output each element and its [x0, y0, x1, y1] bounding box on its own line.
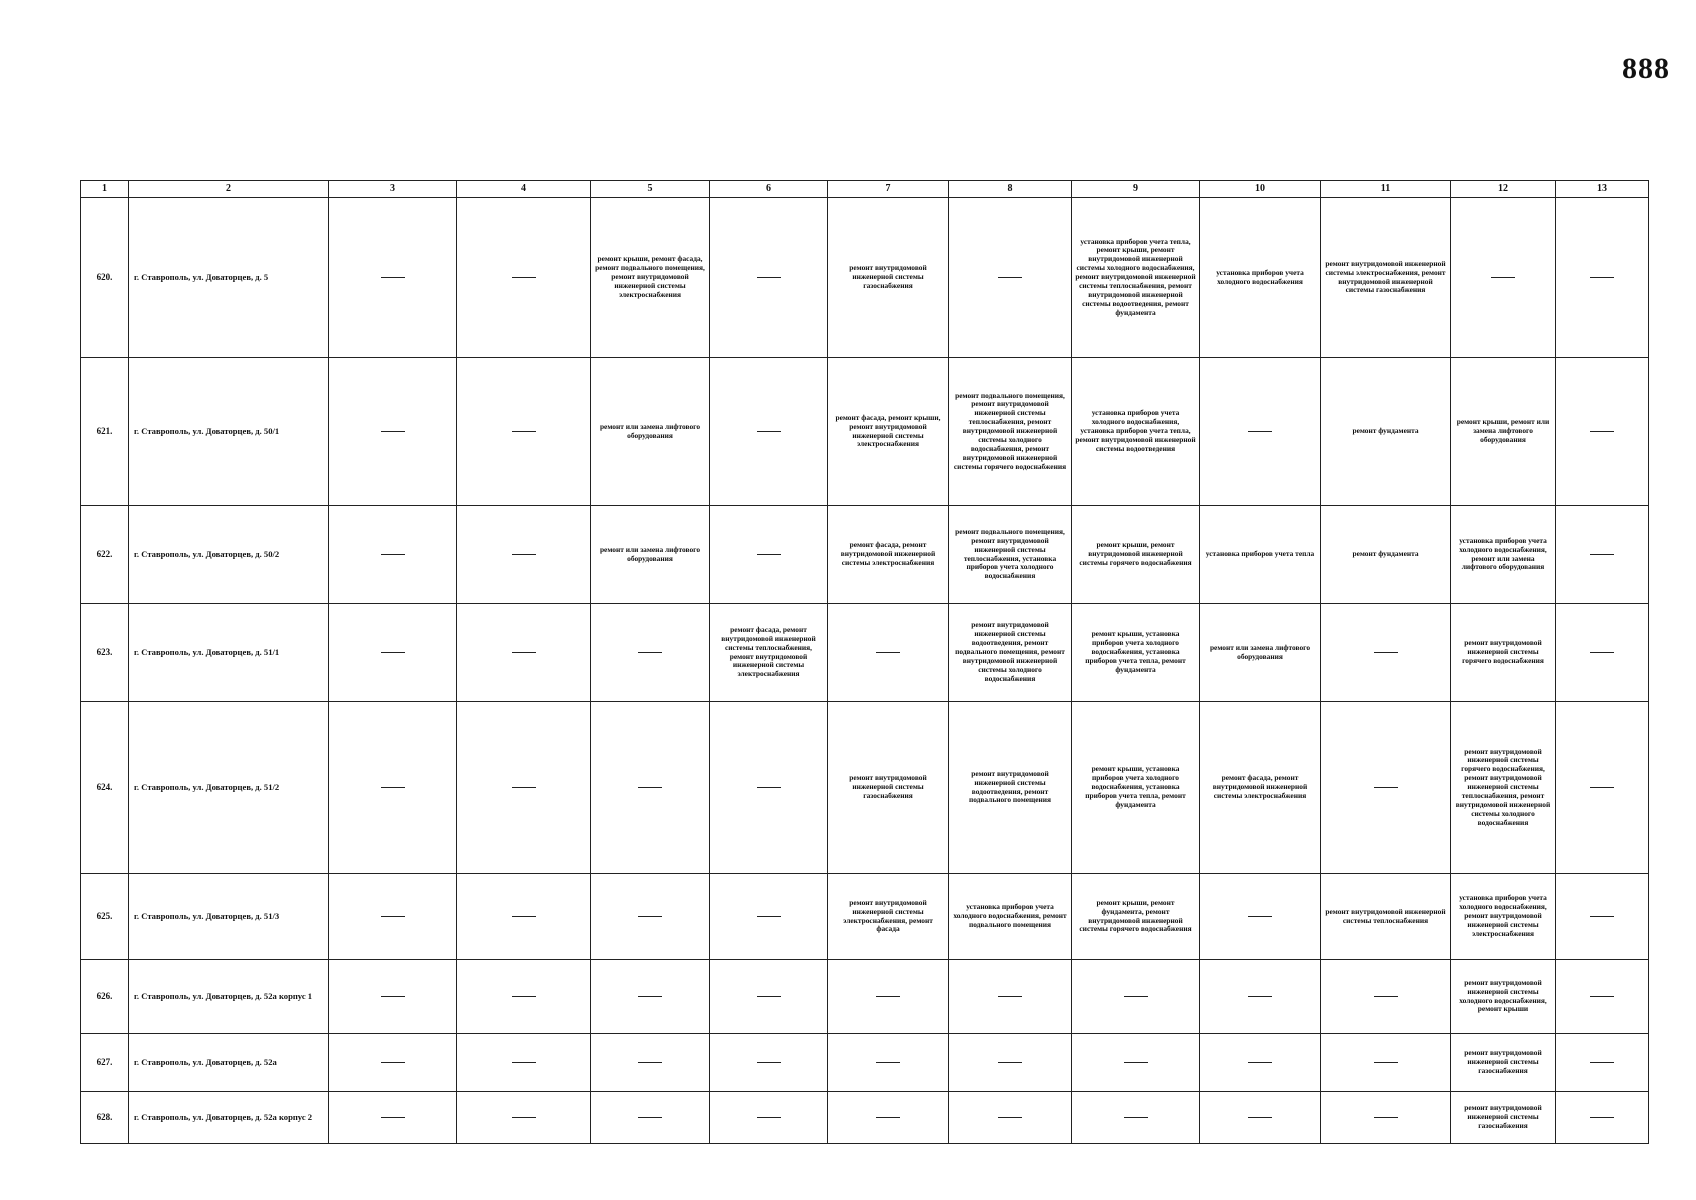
dash-mark: [512, 916, 536, 917]
dash-mark: [1248, 1117, 1272, 1118]
work-cell: ремонт фасада, ремонт внутридомовой инженерной системы теплоснабжения, ремонт внутридомовой инженерной системы электроснабжения: [710, 604, 828, 702]
empty-cell: [457, 874, 591, 960]
address-cell: г. Ставрополь, ул. Доваторцев, д. 51/1: [129, 604, 329, 702]
dash-mark: [1590, 1062, 1614, 1063]
dash-mark: [512, 554, 536, 555]
dash-mark: [876, 1062, 900, 1063]
column-number: 11: [1321, 181, 1451, 198]
empty-cell: [1451, 198, 1556, 358]
dash-mark: [1590, 787, 1614, 788]
empty-cell: [329, 960, 457, 1034]
work-cell: ремонт крыши, ремонт или замена лифтового оборудования: [1451, 358, 1556, 506]
empty-cell: [329, 1034, 457, 1092]
empty-cell: [710, 702, 828, 874]
empty-cell: [1200, 874, 1321, 960]
work-cell: ремонт внутридомовой инженерной системы газоснабжения: [828, 198, 949, 358]
work-cell: ремонт внутридомовой инженерной системы электроснабжения, ремонт фасада: [828, 874, 949, 960]
dash-mark: [1124, 1062, 1148, 1063]
row-number: 624.: [81, 702, 129, 874]
empty-cell: [591, 1034, 710, 1092]
work-cell: ремонт подвального помещения, ремонт внутридомовой инженерной системы теплоснабжения, установка приборов учета холодного водоснабжения: [949, 506, 1072, 604]
dash-mark: [512, 1062, 536, 1063]
address-cell: г. Ставрополь, ул. Доваторцев, д. 52а корпус 2: [129, 1092, 329, 1144]
empty-cell: [828, 1092, 949, 1144]
row-number: 620.: [81, 198, 129, 358]
empty-cell: [1556, 506, 1649, 604]
empty-cell: [1072, 1092, 1200, 1144]
dash-mark: [512, 996, 536, 997]
work-cell: ремонт внутридомовой инженерной системы водоотведения, ремонт подвального помещения: [949, 702, 1072, 874]
dash-mark: [998, 277, 1022, 278]
address-cell: г. Ставрополь, ул. Доваторцев, д. 51/2: [129, 702, 329, 874]
dash-mark: [381, 916, 405, 917]
empty-cell: [1200, 1092, 1321, 1144]
row-number: 625.: [81, 874, 129, 960]
dash-mark: [757, 277, 781, 278]
empty-cell: [1321, 1092, 1451, 1144]
work-cell: ремонт крыши, установка приборов учета холодного водоснабжения, установка приборов учета тепла, ремонт фундамента: [1072, 702, 1200, 874]
table-row: [81, 1092, 1649, 1144]
row-number: 628.: [81, 1092, 129, 1144]
dash-mark: [1248, 1062, 1272, 1063]
empty-cell: [710, 1034, 828, 1092]
row-number: 627.: [81, 1034, 129, 1092]
work-cell: установка приборов учета холодного водоснабжения, ремонт внутридомовой инженерной системы электроснабжения: [1451, 874, 1556, 960]
dash-mark: [757, 431, 781, 432]
empty-cell: [591, 960, 710, 1034]
empty-cell: [457, 960, 591, 1034]
dash-mark: [512, 787, 536, 788]
empty-cell: [1556, 604, 1649, 702]
dash-mark: [757, 996, 781, 997]
row-number: 621.: [81, 358, 129, 506]
work-cell: ремонт фасада, ремонт крыши, ремонт внутридомовой инженерной системы электроснабжения: [828, 358, 949, 506]
work-cell: ремонт крыши, установка приборов учета холодного водоснабжения, установка приборов учета тепла, ремонт фундамента: [1072, 604, 1200, 702]
dash-mark: [1124, 1117, 1148, 1118]
dash-mark: [512, 1117, 536, 1118]
work-cell: ремонт крыши, ремонт внутридомовой инженерной системы горячего водоснабжения: [1072, 506, 1200, 604]
address-cell: г. Ставрополь, ул. Доваторцев, д. 52а: [129, 1034, 329, 1092]
table-row: [81, 358, 1649, 506]
table-row: [81, 702, 1649, 874]
dash-mark: [638, 787, 662, 788]
dash-mark: [638, 652, 662, 653]
empty-cell: [591, 604, 710, 702]
empty-cell: [457, 358, 591, 506]
work-cell: ремонт внутридомовой инженерной системы электроснабжения, ремонт внутридомовой инженерной системы газоснабжения: [1321, 198, 1451, 358]
dash-mark: [757, 554, 781, 555]
work-cell: ремонт крыши, ремонт фасада, ремонт подвального помещения, ремонт внутридомовой инженерной системы электроснабжения: [591, 198, 710, 358]
work-cell: ремонт внутридомовой инженерной системы холодного водоснабжения, ремонт крыши: [1451, 960, 1556, 1034]
empty-cell: [1321, 604, 1451, 702]
dash-mark: [1248, 916, 1272, 917]
empty-cell: [1200, 960, 1321, 1034]
work-cell: ремонт или замена лифтового оборудования: [591, 506, 710, 604]
empty-cell: [591, 702, 710, 874]
dash-mark: [381, 1062, 405, 1063]
empty-cell: [1200, 1034, 1321, 1092]
empty-cell: [949, 1034, 1072, 1092]
work-cell: ремонт внутридомовой инженерной системы газоснабжения: [828, 702, 949, 874]
dash-mark: [998, 1117, 1022, 1118]
empty-cell: [1556, 1092, 1649, 1144]
work-cell: установка приборов учета холодного водоснабжения, установка приборов учета тепла, ремонт внутридомовой инженерной системы водоотведения: [1072, 358, 1200, 506]
work-cell: установка приборов учета тепла: [1200, 506, 1321, 604]
work-cell: ремонт фасада, ремонт внутридомовой инженерной системы электроснабжения: [828, 506, 949, 604]
empty-cell: [329, 506, 457, 604]
empty-cell: [710, 358, 828, 506]
dash-mark: [757, 1117, 781, 1118]
empty-cell: [329, 604, 457, 702]
dash-mark: [1374, 1062, 1398, 1063]
work-cell: ремонт внутридомовой инженерной системы газоснабжения: [1451, 1092, 1556, 1144]
dash-mark: [757, 1062, 781, 1063]
empty-cell: [1321, 702, 1451, 874]
column-number: 10: [1200, 181, 1321, 198]
work-cell: ремонт внутридомовой инженерной системы газоснабжения: [1451, 1034, 1556, 1092]
dash-mark: [381, 277, 405, 278]
work-cell: ремонт внутридомовой инженерной системы теплоснабжения: [1321, 874, 1451, 960]
table-row: [81, 874, 1649, 960]
dash-mark: [876, 1117, 900, 1118]
address-cell: г. Ставрополь, ул. Доваторцев, д. 51/3: [129, 874, 329, 960]
dash-mark: [381, 787, 405, 788]
empty-cell: [949, 1092, 1072, 1144]
column-number: 7: [828, 181, 949, 198]
dash-mark: [757, 916, 781, 917]
dash-mark: [1248, 431, 1272, 432]
dash-mark: [757, 787, 781, 788]
dash-mark: [1590, 431, 1614, 432]
work-cell: установка приборов учета холодного водоснабжения, ремонт подвального помещения: [949, 874, 1072, 960]
table-row: [81, 198, 1649, 358]
empty-cell: [828, 1034, 949, 1092]
work-cell: ремонт фасада, ремонт внутридомовой инженерной системы электроснабжения: [1200, 702, 1321, 874]
dash-mark: [1124, 996, 1148, 997]
empty-cell: [1556, 702, 1649, 874]
dash-mark: [638, 996, 662, 997]
empty-cell: [329, 198, 457, 358]
dash-mark: [1374, 787, 1398, 788]
work-cell: установка приборов учета холодного водоснабжения: [1200, 198, 1321, 358]
empty-cell: [1321, 960, 1451, 1034]
row-number: 622.: [81, 506, 129, 604]
empty-cell: [1556, 960, 1649, 1034]
empty-cell: [1200, 358, 1321, 506]
dash-mark: [512, 277, 536, 278]
empty-cell: [949, 198, 1072, 358]
dash-mark: [1590, 277, 1614, 278]
column-number: 5: [591, 181, 710, 198]
dash-mark: [512, 652, 536, 653]
dash-mark: [381, 652, 405, 653]
empty-cell: [1072, 960, 1200, 1034]
column-number: 8: [949, 181, 1072, 198]
empty-cell: [457, 506, 591, 604]
dash-mark: [638, 916, 662, 917]
empty-cell: [1556, 1034, 1649, 1092]
table-row: [81, 1034, 1649, 1092]
address-cell: г. Ставрополь, ул. Доваторцев, д. 52а корпус 1: [129, 960, 329, 1034]
table-row: [81, 506, 1649, 604]
empty-cell: [710, 874, 828, 960]
work-cell: ремонт фундамента: [1321, 506, 1451, 604]
dash-mark: [998, 1062, 1022, 1063]
column-number: 12: [1451, 181, 1556, 198]
empty-cell: [828, 960, 949, 1034]
empty-cell: [329, 702, 457, 874]
page-number: 888: [1622, 52, 1670, 85]
empty-cell: [1556, 358, 1649, 506]
row-number: 626.: [81, 960, 129, 1034]
table-body: [81, 198, 1649, 1144]
empty-cell: [1556, 198, 1649, 358]
dash-mark: [876, 652, 900, 653]
dash-mark: [381, 996, 405, 997]
dash-mark: [638, 1062, 662, 1063]
dash-mark: [638, 1117, 662, 1118]
empty-cell: [710, 960, 828, 1034]
work-cell: установка приборов учета холодного водоснабжения, ремонт или замена лифтового оборудования: [1451, 506, 1556, 604]
work-cell: ремонт фундамента: [1321, 358, 1451, 506]
dash-mark: [1374, 1117, 1398, 1118]
dash-mark: [1374, 996, 1398, 997]
dash-mark: [1590, 1117, 1614, 1118]
dash-mark: [1590, 652, 1614, 653]
empty-cell: [457, 198, 591, 358]
empty-cell: [828, 604, 949, 702]
address-cell: г. Ставрополь, ул. Доваторцев, д. 50/2: [129, 506, 329, 604]
dash-mark: [1491, 277, 1515, 278]
work-cell: ремонт подвального помещения, ремонт внутридомовой инженерной системы теплоснабжения, ремонт внутридомовой инженерной системы холодного водоснабжения, ремонт внутридомовой инженерной системы горячего водоснабжения: [949, 358, 1072, 506]
empty-cell: [329, 1092, 457, 1144]
empty-cell: [591, 874, 710, 960]
column-number: 2: [129, 181, 329, 198]
column-number-row: [81, 181, 1649, 198]
empty-cell: [949, 960, 1072, 1034]
empty-cell: [457, 604, 591, 702]
work-cell: ремонт внутридомовой инженерной системы горячего водоснабжения, ремонт внутридомовой инженерной системы теплоснабжения, ремонт внутридомовой инженерной системы холодного водоснабжения: [1451, 702, 1556, 874]
column-number: 6: [710, 181, 828, 198]
empty-cell: [1072, 1034, 1200, 1092]
repair-schedule-table: [80, 180, 1649, 1144]
column-number: 13: [1556, 181, 1649, 198]
table-row: [81, 960, 1649, 1034]
dash-mark: [381, 431, 405, 432]
column-number: 1: [81, 181, 129, 198]
work-cell: установка приборов учета тепла, ремонт крыши, ремонт внутридомовой инженерной системы холодного водоснабжения, ремонт внутридомовой инженерной системы теплоснабжения, ремонт внутридомовой инженерной системы водоотведения, ремонт фундамента: [1072, 198, 1200, 358]
work-cell: ремонт или замена лифтового оборудования: [591, 358, 710, 506]
work-cell: ремонт внутридомовой инженерной системы водоотведения, ремонт подвального помещения, ремонт внутридомовой инженерной системы холодного водоснабжения: [949, 604, 1072, 702]
dash-mark: [381, 554, 405, 555]
empty-cell: [1556, 874, 1649, 960]
dash-mark: [512, 431, 536, 432]
dash-mark: [1590, 916, 1614, 917]
row-number: 623.: [81, 604, 129, 702]
dash-mark: [876, 996, 900, 997]
empty-cell: [710, 506, 828, 604]
column-number: 4: [457, 181, 591, 198]
empty-cell: [1321, 1034, 1451, 1092]
work-cell: ремонт внутридомовой инженерной системы горячего водоснабжения: [1451, 604, 1556, 702]
dash-mark: [1248, 996, 1272, 997]
dash-mark: [381, 1117, 405, 1118]
dash-mark: [1590, 554, 1614, 555]
column-number: 9: [1072, 181, 1200, 198]
empty-cell: [457, 702, 591, 874]
empty-cell: [710, 1092, 828, 1144]
empty-cell: [457, 1034, 591, 1092]
dash-mark: [1374, 652, 1398, 653]
empty-cell: [710, 198, 828, 358]
dash-mark: [998, 996, 1022, 997]
column-number: 3: [329, 181, 457, 198]
empty-cell: [457, 1092, 591, 1144]
empty-cell: [591, 1092, 710, 1144]
empty-cell: [329, 358, 457, 506]
work-cell: ремонт крыши, ремонт фундамента, ремонт внутридомовой инженерной системы горячего водоснабжения: [1072, 874, 1200, 960]
address-cell: г. Ставрополь, ул. Доваторцев, д. 50/1: [129, 358, 329, 506]
table-row: [81, 604, 1649, 702]
dash-mark: [1590, 996, 1614, 997]
work-cell: ремонт или замена лифтового оборудования: [1200, 604, 1321, 702]
empty-cell: [329, 874, 457, 960]
address-cell: г. Ставрополь, ул. Доваторцев, д. 5: [129, 198, 329, 358]
